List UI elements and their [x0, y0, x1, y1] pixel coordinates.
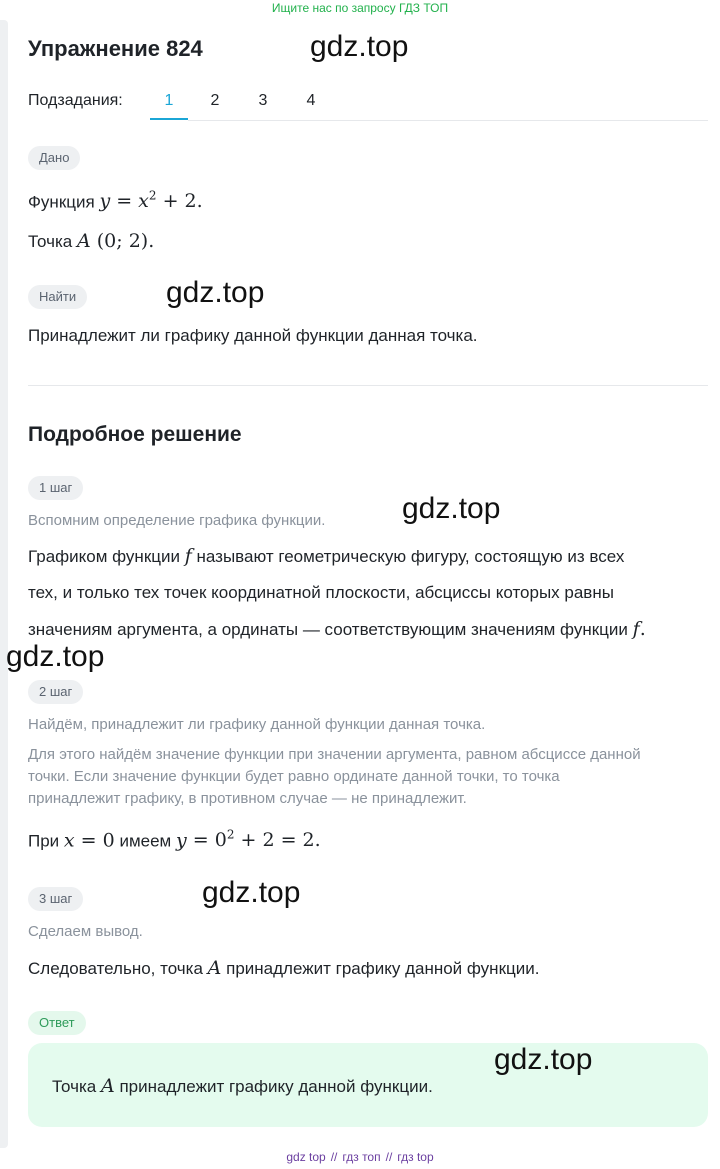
point-symbol: A [207, 957, 222, 979]
step-1-hint: Вспомним определение графика функции. [28, 512, 326, 529]
function-formula: $y = x^2 + 2$. [99, 189, 203, 213]
watermark: gdz.top [310, 30, 409, 63]
tab-subtask-4[interactable]: 4 [306, 92, 316, 109]
tab-subtask-2[interactable]: 2 [210, 92, 220, 109]
step-2-hint: Найдём, принадлежит ли графику данной функции данная точка. [28, 716, 486, 733]
function-symbol: f [184, 545, 192, 567]
tab-subtask-1[interactable]: 1 [164, 92, 174, 109]
function-value: $y = 0^2 + 2 = 2$. [175, 828, 321, 852]
step-1-chip: 1 шаг [28, 476, 83, 500]
left-rule [0, 20, 8, 1148]
subtasks-nav [28, 90, 708, 122]
function-symbol: f. [632, 618, 646, 640]
tabs-divider [188, 120, 708, 121]
footer-link[interactable]: гдз топ [342, 1150, 381, 1164]
watermark: gdz.top [166, 276, 265, 309]
given-chip: Дано [28, 146, 80, 170]
step-3-text: принадлежит графику данной функции. [226, 959, 540, 978]
step-1-text: значениям аргумента, а ординаты — соответствующим значениям функции [28, 620, 628, 639]
point-symbol: A [101, 1075, 115, 1097]
x-equals-zero: x = 0 [63, 829, 115, 852]
answer-text [52, 1068, 433, 1105]
find-text: Принадлежит ли графику данной функции данная точка. [28, 326, 478, 345]
step-2-text: имеем [119, 831, 172, 851]
footer: gdz top // гдз топ // гдз top [286, 1150, 434, 1164]
answer-box [28, 1043, 708, 1127]
step-1-line-1 [28, 538, 624, 575]
page-title: Упражнение 824 [28, 36, 203, 61]
given-function [28, 178, 203, 220]
step-1-line-3 [28, 611, 646, 648]
given-function-label: Функция [28, 192, 95, 212]
point-formula: A (0; 2). [77, 230, 155, 252]
solution-title: Подробное решение [28, 423, 242, 446]
step-3-chip: 3 шаг [28, 887, 83, 911]
footer-link[interactable]: гдз top [397, 1150, 434, 1164]
tab-subtask-3[interactable]: 3 [258, 92, 268, 109]
step-2-text: При [28, 831, 60, 851]
active-tab-indicator [150, 118, 188, 120]
subtasks-label: Подзадания: [28, 92, 123, 109]
step-1-text: Графиком функции [28, 547, 180, 566]
given-point-label: Точка [28, 232, 73, 251]
section-divider [28, 385, 708, 386]
step-2-calculation [28, 817, 321, 859]
step-2-explain-3: принадлежит графику, в противном случае — не принадлежит. [28, 790, 467, 807]
given-point [28, 223, 154, 260]
watermark: gdz.top [494, 1043, 593, 1076]
footer-link[interactable]: gdz top [286, 1150, 326, 1164]
step-3-conclusion [28, 950, 539, 987]
answer-chip: Ответ [28, 1011, 86, 1035]
step-1-line-2: тех, и только тех точек координатной плоскости, абсциссы которых равны [28, 583, 614, 602]
step-2-explain-1: Для этого найдём значение функции при значении аргумента, равном абсциссе данной [28, 746, 641, 763]
top-banner: Ищите нас по запросу ГДЗ ТОП [271, 1, 449, 15]
step-3-hint: Сделаем вывод. [28, 923, 143, 940]
find-chip: Найти [28, 285, 87, 309]
step-2-chip: 2 шаг [28, 680, 83, 704]
step-2-explain-2: точки. Если значение функции будет равно ординате данной точки, то точка [28, 768, 560, 785]
watermark: gdz.top [6, 640, 105, 673]
step-1-text: называют геометрическую фигуру, состоящую из всех [196, 547, 625, 566]
step-3-text: Следовательно, точка [28, 959, 203, 978]
watermark: gdz.top [402, 492, 501, 525]
watermark: gdz.top [202, 876, 301, 909]
answer-text-part: Точка [52, 1077, 97, 1096]
answer-text-part: принадлежит графику данной функции. [119, 1077, 433, 1096]
